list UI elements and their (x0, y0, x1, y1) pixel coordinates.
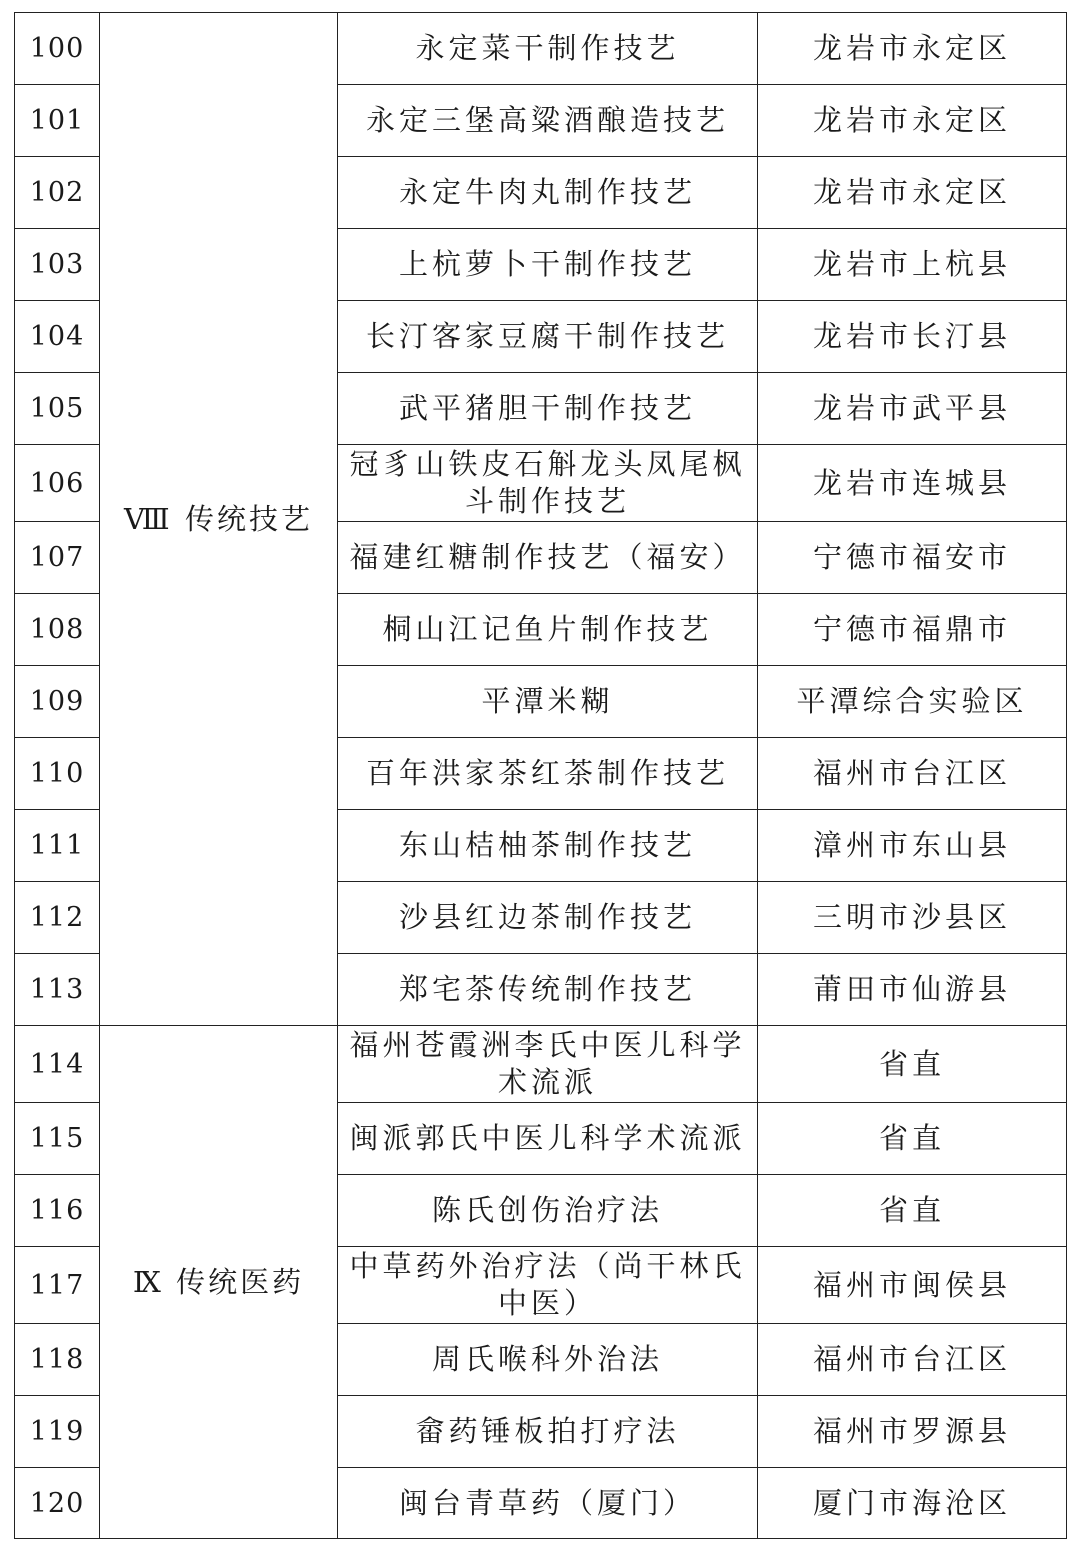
region-name: 福州市台江区 (758, 1324, 1067, 1396)
row-number: 119 (15, 1396, 100, 1468)
project-name: 上杭萝卜干制作技艺 (338, 229, 758, 301)
project-name: 武平猪胆干制作技艺 (338, 373, 758, 445)
row-number: 103 (15, 229, 100, 301)
project-name: 畲药锤板拍打疗法 (338, 1396, 758, 1468)
row-number: 118 (15, 1324, 100, 1396)
region-name: 莆田市仙游县 (758, 954, 1067, 1026)
row-number: 107 (15, 522, 100, 594)
project-name: 福建红糖制作技艺（福安） (338, 522, 758, 594)
row-number: 104 (15, 301, 100, 373)
project-name: 沙县红边茶制作技艺 (338, 882, 758, 954)
heritage-list-table (14, 12, 1067, 1539)
region-name: 龙岩市永定区 (758, 85, 1067, 157)
table-row (15, 1026, 1067, 1103)
row-number: 117 (15, 1247, 100, 1324)
row-number: 112 (15, 882, 100, 954)
region-name: 福州市闽侯县 (758, 1247, 1067, 1324)
row-number: 114 (15, 1026, 100, 1103)
region-name: 龙岩市长汀县 (758, 301, 1067, 373)
row-number: 106 (15, 445, 100, 522)
region-name: 龙岩市武平县 (758, 373, 1067, 445)
region-name: 龙岩市连城县 (758, 445, 1067, 522)
project-name: 周氏喉科外治法 (338, 1324, 758, 1396)
category-cell: Ⅸ 传统医药 (100, 1026, 338, 1539)
region-name: 厦门市海沧区 (758, 1468, 1067, 1539)
project-name: 郑宅茶传统制作技艺 (338, 954, 758, 1026)
project-name: 闽派郭氏中医儿科学术流派 (338, 1103, 758, 1175)
category-cell: Ⅷ 传统技艺 (100, 13, 338, 1026)
region-name: 省直 (758, 1175, 1067, 1247)
project-name: 陈氏创伤治疗法 (338, 1175, 758, 1247)
project-name: 永定牛肉丸制作技艺 (338, 157, 758, 229)
region-name: 宁德市福安市 (758, 522, 1067, 594)
row-number: 111 (15, 810, 100, 882)
table-row (15, 13, 1067, 85)
region-name: 漳州市东山县 (758, 810, 1067, 882)
row-number: 120 (15, 1468, 100, 1539)
region-name: 平潭综合实验区 (758, 666, 1067, 738)
row-number: 110 (15, 738, 100, 810)
project-name: 永定菜干制作技艺 (338, 13, 758, 85)
project-name: 冠豸山铁皮石斛龙头凤尾枫斗制作技艺 (338, 445, 758, 522)
row-number: 108 (15, 594, 100, 666)
row-number: 102 (15, 157, 100, 229)
table-body (15, 13, 1067, 1539)
project-name: 中草药外治疗法（尚干林氏中医） (338, 1247, 758, 1324)
project-name: 东山桔柚茶制作技艺 (338, 810, 758, 882)
row-number: 105 (15, 373, 100, 445)
region-name: 省直 (758, 1103, 1067, 1175)
row-number: 100 (15, 13, 100, 85)
row-number: 116 (15, 1175, 100, 1247)
project-name: 桐山江记鱼片制作技艺 (338, 594, 758, 666)
row-number: 101 (15, 85, 100, 157)
project-name: 长汀客家豆腐干制作技艺 (338, 301, 758, 373)
row-number: 115 (15, 1103, 100, 1175)
region-name: 省直 (758, 1026, 1067, 1103)
region-name: 三明市沙县区 (758, 882, 1067, 954)
project-name: 百年洪家茶红茶制作技艺 (338, 738, 758, 810)
region-name: 龙岩市永定区 (758, 13, 1067, 85)
region-name: 龙岩市永定区 (758, 157, 1067, 229)
project-name: 福州苍霞洲李氏中医儿科学术流派 (338, 1026, 758, 1103)
region-name: 福州市罗源县 (758, 1396, 1067, 1468)
project-name: 平潭米糊 (338, 666, 758, 738)
region-name: 龙岩市上杭县 (758, 229, 1067, 301)
row-number: 113 (15, 954, 100, 1026)
project-name: 永定三堡高粱酒酿造技艺 (338, 85, 758, 157)
region-name: 宁德市福鼎市 (758, 594, 1067, 666)
project-name: 闽台青草药（厦门） (338, 1468, 758, 1539)
region-name: 福州市台江区 (758, 738, 1067, 810)
row-number: 109 (15, 666, 100, 738)
